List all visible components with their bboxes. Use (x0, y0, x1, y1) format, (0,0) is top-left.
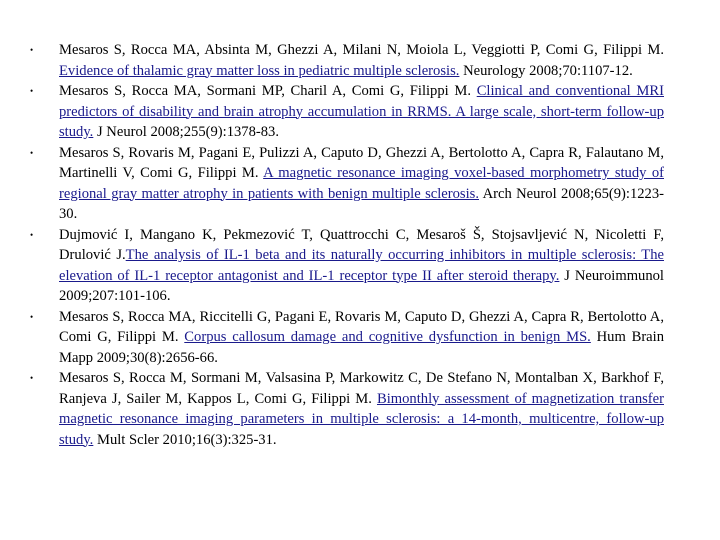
reference-authors: Mesaros S, Rocca MA, Sormani MP, Charil A, Comi G, Filippi M. (59, 83, 472, 99)
reference-title-link[interactable]: Bimonthly assessment of magnetization transfer magnetic resonance imaging parameters in multiple sclerosis: a 14-month, multicentre, follow-up study. (59, 390, 664, 448)
bullet: • (30, 86, 34, 96)
reference-source: Neurology 2008;70:1107-12. (463, 62, 633, 79)
reference-item-5 (0, 307, 720, 369)
bullet: • (30, 229, 34, 240)
reference-list (0, 40, 720, 450)
bullet: • (30, 147, 34, 158)
bullet: • (30, 45, 34, 55)
reference-source: Mult Scler 2010;16(3):325-31. (96, 431, 277, 448)
reference-source: Hum Brain Mapp 2009;30(8):2656-66. (59, 329, 665, 366)
reference-item-3 (0, 143, 720, 225)
reference-title-link[interactable]: The analysis of IL-1 beta and its naturally occurring inhibitors in multiple sclerosis: The elevation of IL-1 receptor antagonist and IL-1 receptor type II after steroid therapy. (59, 247, 664, 284)
reference-source: J Neurol 2008;255(9):1378-83. (96, 124, 279, 140)
reference-authors: Mesaros S, Rocca MA, Riccitelli G, Pagani E, Rovaris M, Caputo D, Ghezzi A, Capra R, Bertolotto A, Comi G, Filippi M. (59, 308, 664, 345)
reference-source: J Neuroimmunol 2009;207:101-106. (59, 267, 664, 304)
reference-item-2 (0, 81, 720, 143)
reference-item-6 (0, 368, 720, 450)
reference-authors: Dujmović I, Mangano K, Pekmezović T, Quattrocchi C, Mesaroš Š, Stojsavljević N, Nicoletti F, Drulović J. (59, 226, 664, 263)
bullet: • (30, 373, 34, 383)
reference-source: Arch Neurol 2008;65(9):1223-30. (59, 185, 664, 222)
reference-authors: Mesaros S, Rocca M, Sormani M, Valsasina P, Markowitz C, De Stefano N, Montalban X, Barkhof F, Ranjeva J, Sailer M, Kappos L, Comi G, Filippi M. (59, 370, 664, 407)
reference-authors: Mesaros S, Rovaris M, Pagani E, Pulizzi A, Caputo D, Ghezzi A, Bertolotto A, Capra R, Falautano M, Martinelli V, Comi G, Filippi M. (59, 144, 664, 181)
reference-title-link[interactable]: Evidence of thalamic gray matter loss in pediatric multiple sclerosis. (59, 62, 460, 79)
reference-title-link[interactable]: Clinical and conventional MRI predictors of disability and brain atrophy accumulation in RRMS. A large scale, short-term follow-up study. (59, 83, 664, 140)
bullet: • (30, 311, 34, 322)
reference-title-link[interactable]: Corpus callosum damage and cognitive dysfunction in benign MS. (184, 329, 591, 345)
reference-item-1 (0, 40, 720, 81)
reference-item-4 (0, 225, 720, 307)
reference-authors: Mesaros S, Rocca MA, Absinta M, Ghezzi A, Milani N, Moiola L, Veggiotti P, Comi G, Filippi M. (59, 42, 664, 58)
reference-title-link[interactable]: A magnetic resonance imaging voxel-based morphometry study of regional gray matter atrophy in patients with benign multiple sclerosis. (59, 165, 664, 202)
